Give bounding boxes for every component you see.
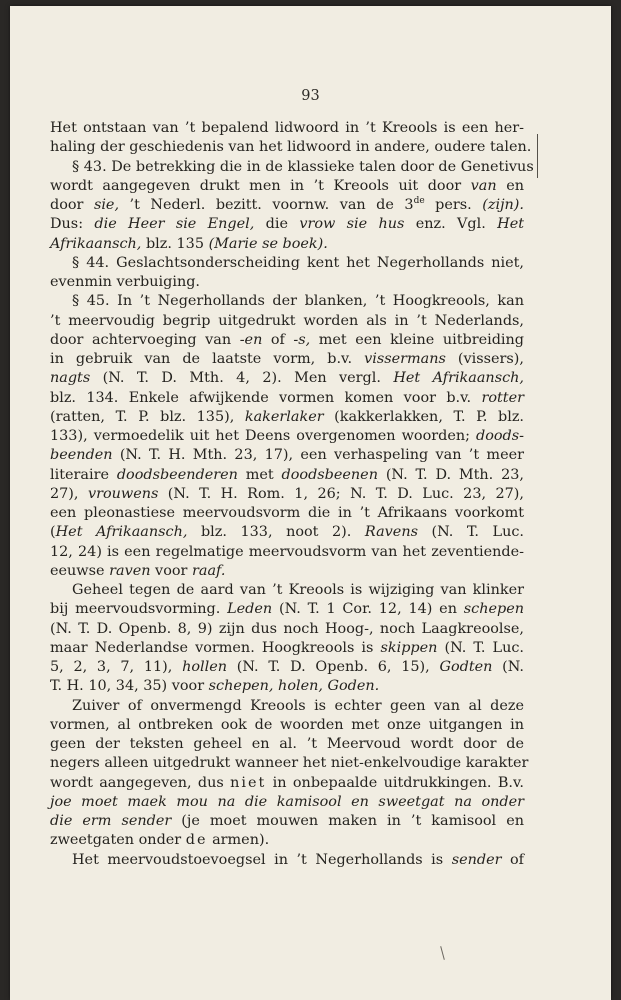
text-line bbox=[50, 350, 524, 369]
text-line bbox=[50, 254, 524, 273]
italic-term: schepen, holen, Goden. bbox=[208, 678, 380, 695]
italic-term: beenden bbox=[50, 447, 113, 464]
text-segment: pers. bbox=[424, 197, 483, 213]
text-segment: of bbox=[262, 331, 294, 348]
text-line bbox=[50, 523, 524, 542]
text-segment: literaire bbox=[50, 466, 117, 483]
italic-term: (Marie se boek). bbox=[208, 235, 328, 252]
text-line bbox=[50, 793, 524, 812]
text-segment: in onbepaalde uitdrukkingen. B.v. bbox=[266, 774, 524, 791]
text-segment: (N. T. 1 Cor. 12, 14) en bbox=[272, 601, 464, 618]
text-segment: § 43. De betrekking die in de klassieke talen door de Genetivus bbox=[72, 158, 534, 175]
italic-term: doodsbeenen bbox=[281, 466, 378, 483]
italic-term: vrouwens bbox=[87, 485, 159, 502]
italic-term: rotter bbox=[481, 389, 524, 406]
text-line bbox=[50, 196, 524, 215]
text-segment: een pleonastiese meervoudsvorm die in ’t Afrikaans voorkomt bbox=[50, 505, 524, 521]
text-segment: door achtervoeging van bbox=[50, 331, 240, 348]
text-line bbox=[50, 504, 524, 523]
text-line bbox=[50, 312, 524, 331]
text-line bbox=[50, 600, 524, 619]
text-segment: voor bbox=[150, 562, 192, 579]
text-segment: (N. T. Luc. bbox=[437, 639, 524, 656]
paper-mark bbox=[440, 946, 445, 960]
text-segment: blz. 133, noot 2). bbox=[187, 524, 365, 541]
text-segment: (je moet mouwen maken in ’t kamisool en bbox=[171, 813, 524, 829]
body-text bbox=[50, 119, 534, 870]
book-page bbox=[10, 6, 611, 1000]
text-line bbox=[50, 581, 524, 600]
text-segment: blz. 134. Enkele afwijkende vormen komen voor b.v. bbox=[50, 389, 482, 406]
text-segment: eeuwse bbox=[50, 562, 110, 579]
text-segment: met bbox=[237, 466, 282, 483]
text-segment: (kakkerlakken, T. P. blz. bbox=[323, 408, 524, 425]
text-line bbox=[50, 697, 524, 716]
text-segment: maar Nederlandse vormen. Hoogkreools is bbox=[50, 639, 381, 656]
text-segment: niet bbox=[230, 774, 267, 791]
text-segment: T. H. 10, 34, 35) voor bbox=[50, 678, 209, 695]
text-segment: (N. T. D. Openb. 6, 15), bbox=[227, 659, 440, 675]
text-line bbox=[50, 831, 524, 850]
italic-term: Godten bbox=[439, 659, 493, 675]
italic-term: raaf. bbox=[191, 562, 226, 579]
italic-term: hollen bbox=[182, 659, 227, 675]
italic-term: joe moet maek mou na die kamisool en sweetgat na onder bbox=[50, 793, 524, 810]
text-line bbox=[50, 562, 524, 581]
text-segment: ’t Nederl. bezitt. voornw. van de 3 bbox=[119, 197, 414, 213]
text-segment: haling der geschiedenis van het lidwoord in andere, oudere talen. bbox=[50, 139, 532, 156]
text-line bbox=[50, 620, 524, 639]
text-segment: wordt aangegeven, dus bbox=[50, 774, 231, 791]
text-line bbox=[50, 369, 524, 388]
text-segment: ( bbox=[50, 524, 56, 541]
italic-term: vrow sie hus bbox=[299, 216, 405, 233]
text-segment: § 44. Geslachtsonderscheiding kent het Negerhollands niet, bbox=[72, 254, 524, 271]
italic-term: -s, bbox=[293, 331, 311, 348]
text-line bbox=[50, 119, 524, 138]
italic-term: -en bbox=[239, 331, 263, 348]
italic-term: Ravens bbox=[364, 524, 418, 541]
text-segment: (N. T. D. Openb. 8, 9) zijn dus noch Hoog-, noch Laagkreoolse, bbox=[50, 620, 524, 637]
italic-term: Het bbox=[497, 216, 524, 233]
text-segment: Het ontstaan van ’t bepalend lidwoord in ’t Kreools is een her- bbox=[50, 120, 524, 136]
italic-term: kakerlaker bbox=[244, 408, 324, 425]
margin-bracket-mark bbox=[537, 134, 538, 178]
text-segment: 133), vermoedelik uit het Deens overgenomen woorden; bbox=[50, 428, 476, 444]
text-line bbox=[50, 851, 524, 870]
text-line bbox=[50, 543, 524, 562]
text-segment: evenmin verbuiging. bbox=[50, 274, 200, 290]
italic-term: vissermans bbox=[364, 351, 446, 367]
page-number: 93 bbox=[301, 88, 320, 104]
text-line bbox=[50, 716, 524, 735]
text-segment: 27), bbox=[50, 485, 88, 502]
text-line bbox=[50, 292, 524, 311]
text-line bbox=[50, 754, 529, 773]
italic-term: die Heer sie Engel, bbox=[94, 216, 255, 233]
italic-term: die erm sender bbox=[50, 813, 172, 829]
text-line bbox=[50, 273, 524, 292]
text-segment: met een kleine uitbreiding bbox=[310, 331, 524, 348]
text-line bbox=[50, 735, 524, 754]
text-segment: (vissers), bbox=[445, 351, 524, 367]
text-segment: zweetgaten onder bbox=[50, 832, 186, 849]
text-segment: (N. T. D. Mth. 23, bbox=[377, 466, 524, 483]
text-line bbox=[50, 331, 524, 350]
italic-term: sie, bbox=[93, 197, 120, 213]
text-segment: (N. bbox=[492, 659, 524, 675]
text-segment: enz. Vgl. bbox=[404, 216, 498, 233]
italic-term: raven bbox=[109, 562, 151, 579]
italic-term: Leden bbox=[227, 601, 273, 618]
text-segment: geen der teksten geheel en al. ’t Meervoud wordt door de bbox=[50, 736, 524, 752]
text-segment: die bbox=[254, 216, 300, 233]
text-line bbox=[50, 389, 524, 408]
text-line bbox=[50, 658, 524, 677]
italic-term: doodsbeenderen bbox=[116, 466, 238, 483]
text-segment: wordt aangegeven drukt men in ’t Kreools uit door bbox=[50, 177, 471, 194]
italic-term: skippen bbox=[380, 639, 438, 656]
text-segment: door bbox=[50, 197, 94, 213]
text-line bbox=[50, 408, 524, 427]
text-segment: de bbox=[185, 832, 208, 849]
italic-term: (zijn). bbox=[482, 197, 524, 213]
text-line bbox=[50, 427, 524, 446]
text-line bbox=[50, 677, 524, 696]
text-segment: negers alleen uitgedrukt wanneer het niet-enkelvoudige karakter bbox=[50, 755, 529, 772]
text-line bbox=[50, 446, 524, 465]
text-line bbox=[50, 639, 524, 658]
text-segment: bij meervoudsvorming. bbox=[50, 601, 228, 618]
text-segment: § 45. In ’t Negerhollands der blanken, ’t Hoogkreools, kan bbox=[72, 293, 524, 310]
text-line bbox=[50, 177, 524, 196]
text-segment: in gebruik van de laatste vorm, b.v. bbox=[50, 351, 365, 367]
text-segment: (N. T. D. Mth. 4, 2). Men vergl. bbox=[90, 370, 394, 387]
text-segment: Geheel tegen de aard van ’t Kreools is wijziging van klinker bbox=[72, 582, 524, 598]
italic-term: Het Afrikaansch, bbox=[55, 524, 188, 541]
text-segment: en bbox=[496, 177, 524, 194]
italic-term: doods- bbox=[476, 428, 524, 444]
text-line bbox=[50, 485, 524, 504]
italic-term: nagts bbox=[50, 370, 91, 387]
text-segment: (ratten, T. P. blz. 135), bbox=[50, 408, 245, 425]
text-segment: of bbox=[501, 851, 524, 868]
text-segment: (N. T. H. Mth. 23, 17), een verhaspeling van ’t meer bbox=[112, 447, 524, 464]
italic-term: Het Afrikaansch, bbox=[393, 370, 524, 387]
text-segment: 12, 24) is een regelmatige meervoudsvorm van het zeventiende- bbox=[50, 543, 524, 560]
text-line bbox=[50, 215, 524, 234]
text-line bbox=[50, 774, 524, 793]
text-segment: armen). bbox=[207, 832, 270, 849]
text-segment: ’t meervoudig begrip uitgedrukt worden als in ’t Nederlands, bbox=[50, 312, 524, 329]
text-line bbox=[50, 235, 524, 254]
text-segment: Het meervoudstoevoegsel in ’t Negerhollands is bbox=[72, 851, 452, 868]
text-segment: de bbox=[413, 196, 425, 207]
text-line bbox=[50, 466, 524, 485]
text-line bbox=[50, 812, 524, 831]
text-line bbox=[50, 138, 532, 157]
text-line bbox=[50, 158, 534, 177]
text-segment: (N. T. H. Rom. 1, 26; N. T. D. Luc. 23, 27), bbox=[158, 485, 524, 502]
text-segment: Dus: bbox=[50, 216, 95, 233]
italic-term: schepen bbox=[463, 601, 524, 618]
text-segment: blz. 135 bbox=[141, 235, 209, 252]
text-segment: 5, 2, 3, 7, 11), bbox=[50, 659, 183, 675]
italic-term: van bbox=[470, 177, 497, 194]
italic-term: Afrikaansch, bbox=[50, 235, 142, 252]
text-segment: vormen, al ontbreken ook de woorden met onze uitgangen in bbox=[50, 716, 524, 733]
text-segment: Zuiver of onvermengd Kreools is echter geen van al deze bbox=[72, 697, 524, 714]
text-segment: (N. T. Luc. bbox=[417, 524, 524, 541]
italic-term: sender bbox=[451, 851, 502, 868]
